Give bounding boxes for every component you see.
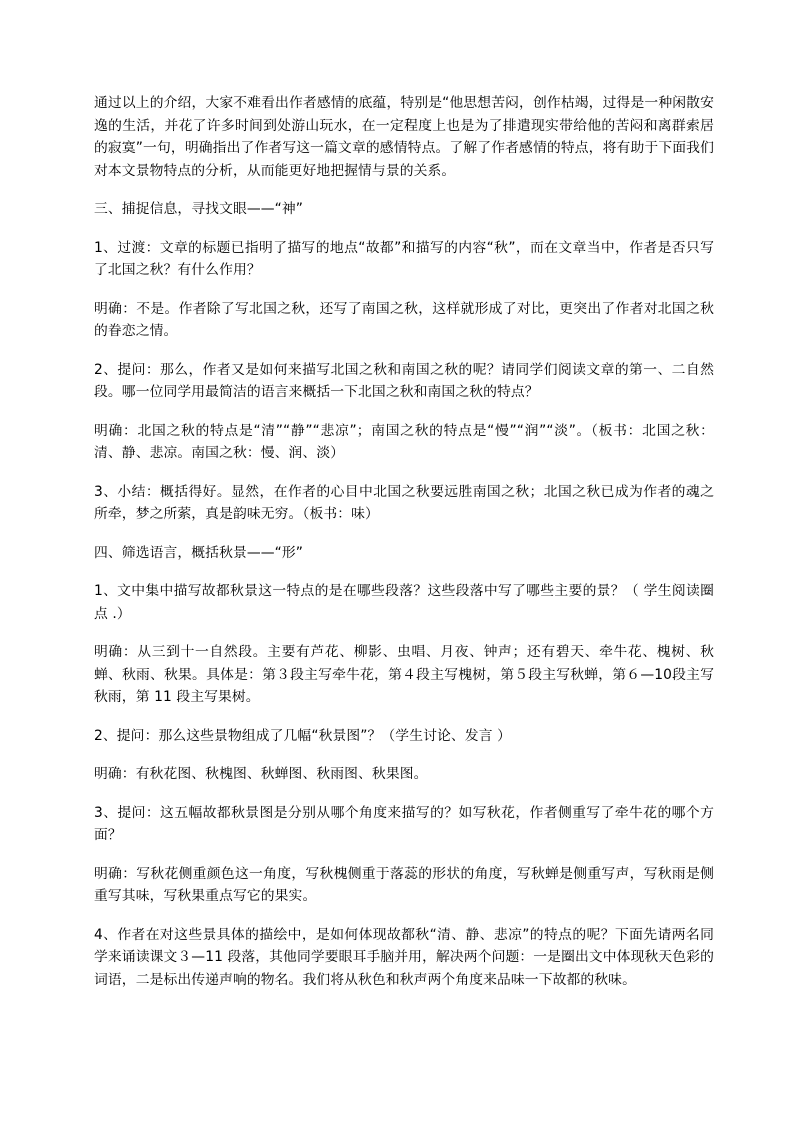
paragraph: 2、提问：那么这些景物组成了几幅“秋景图”？（学生讨论、发言 ）: [94, 727, 511, 744]
paragraph: 3、提问：这五幅故都秋景图是分别从哪个角度来描写的？如写秋花，作者侧重写了牵牛花的哪个方面？: [94, 804, 714, 843]
document-body: [94, 92, 714, 1007]
paragraph: 2、提问：那么，作者又是如何来描写北国之秋和南国之秋的呢？请同学们阅读文章的第一、二自然段。哪一位同学用最简洁的语言来概括一下北国之秋和南国之秋的特点？: [94, 361, 714, 400]
paragraph: 3、小结：概括得好。显然，在作者的心目中北国之秋要远胜南国之秋；北国之秋已成为作者的魂之所牵，梦之所萦，真是韵味无穷。（板书：味）: [94, 483, 714, 522]
paragraph: 明确：不是。作者除了写北国之秋，还写了南国之秋，这样就形成了对比，更突出了作者对北国之秋的眷恋之情。: [94, 300, 714, 339]
section-heading-3: 三、捕捉信息，寻找文眼——“神”: [94, 201, 304, 217]
intro-paragraph: 通过以上的介绍，大家不难看出作者感情的底蕴，特别是“他思想苦闷，创作枯竭，过得是一种闲散安逸的生活，并花了许多时间到处游山玩水，在一定程度上也是为了排遣现实带给他的苦闷和离群索居的寂寞”一句，明确指出了作者写这一篇文章的感情特点。了解了作者感情的特点，将有助于下面我们对本文景物特点的分析，从而能更好地把握情与景的关系。: [94, 95, 714, 179]
paragraph: 明确：写秋花侧重颜色这一角度，写秋槐侧重于落蕊的形状的角度，写秋蝉是侧重写声，写秋雨是侧重写其味，写秋果重点写它的果实。: [94, 865, 714, 904]
paragraph: 明确：北国之秋的特点是“清”“静”“悲凉”；南国之秋的特点是“慢”“润”“淡”。（板书：北国之秋：清、静、悲凉。南国之秋：慢、润、淡）: [94, 422, 714, 461]
paragraph: 1、过渡：文章的标题已指明了描写的地点“故都”和描写的内容“秋”，而在文章当中，作者是否只写了北国之秋？有什么作用？: [94, 239, 714, 278]
paragraph: 明确：有秋花图、秋槐图、秋蝉图、秋雨图、秋果图。: [94, 766, 428, 782]
paragraph: 1、文中集中描写故都秋景这一特点的是在哪些段落？这些段落中写了哪些主要的景？（ 学生阅读圈点 .）: [94, 583, 714, 622]
paragraph: 4、作者在对这些景具体的描绘中，是如何体现故都秋“清、静、悲凉”的特点的呢？下面先请两名同学来诵读课文３—11 段落，其他同学要眼耳手脑并用，解决两个问题：一是圈出文中体现秋天色彩的词语，二是标出传递声响的物名。我们将从秋色和秋声两个角度来品味一下故都的秋味。: [94, 926, 714, 988]
paragraph: 明确：从三到十一自然段。主要有芦花、柳影、虫唱、月夜、钟声；还有碧天、牵牛花、槐树、秋蝉、秋雨、秋果。具体是：第３段主写牵牛花，第４段主写槐树，第５段主写秋蝉，第６—10段主写秋雨，第 11 段主写果树。: [94, 644, 714, 705]
section-heading-4: 四、筛选语言，概括秋景——“形”: [94, 544, 304, 561]
